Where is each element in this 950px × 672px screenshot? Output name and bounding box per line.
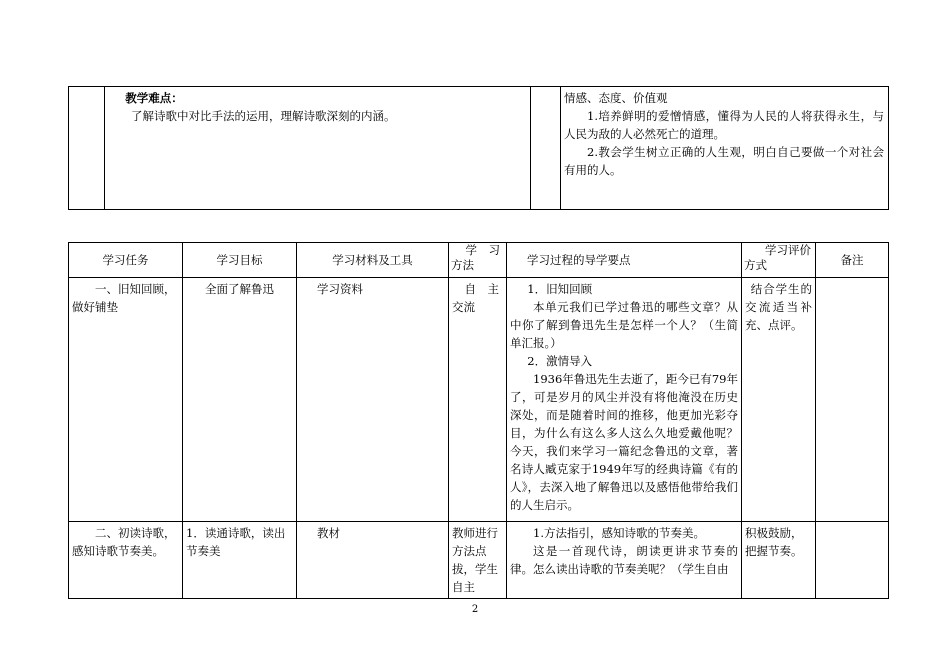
- row1-material: [297, 278, 449, 522]
- top-table: [68, 86, 889, 210]
- table-row: [69, 278, 889, 522]
- row1-process-item: 2．激情导入: [527, 354, 593, 368]
- row1-method-top: 自 主: [464, 282, 499, 296]
- row1-process: [507, 278, 742, 522]
- main-table: [68, 242, 889, 599]
- row2-method: 教师进行方法点拔，学生自主: [449, 522, 507, 599]
- row1-method: [449, 278, 507, 522]
- top-left-blank-cell: [69, 87, 105, 210]
- row1-process-item: 1936年鲁迅先生去逝了，距今已有79年了，可是岁月的风尘并没有将他淹没在历史深处，而是随着时间的推移，他更加光彩夺目，为什么有这么多人这么久地爱戴他呢？今天，我们来学习一篇纪念鲁迅的文章，著名诗人臧克家于1949年写的经典诗篇《有的人》，去深入地了解鲁迅以及感悟他带给我们的人生启示。: [510, 372, 738, 512]
- difficulty-cell: [105, 87, 531, 210]
- difficulty-title: 教学难点：: [125, 91, 183, 105]
- header-row: [69, 243, 889, 278]
- goal-1: 1.培养鲜明的爱憎情感，懂得为人民的人将获得永生，与人民为敌的人必然死亡的道理。: [564, 109, 884, 141]
- row1-method-bottom: 交流: [452, 300, 475, 314]
- row1-material-text: 学习资料: [317, 282, 363, 296]
- row2-process-item: 1.方法指引，感知诗歌的节奏美。: [533, 526, 705, 540]
- row2-process: [507, 522, 742, 599]
- row1-eval-text: 结合学生的交流适当补充、点评。: [745, 282, 812, 332]
- goal-2: 2.教会学生树立正确的人生观，明白自己要做一个对社会有用的人。: [564, 145, 884, 177]
- header-task: 学习任务: [69, 243, 183, 278]
- goals-title: 情感、态度、价值观: [564, 91, 668, 105]
- page-number: 2: [471, 604, 479, 615]
- row2-goal: 1．读通诗歌，读出节奏美: [183, 522, 297, 599]
- row1-task: 一、旧知回顾，做好铺垫: [69, 278, 183, 522]
- row2-eval: 积极鼓励，把握节奏。: [742, 522, 816, 599]
- row1-note: [816, 278, 889, 522]
- row2-task: 二、初读诗歌，感知诗歌节奏美。: [69, 522, 183, 599]
- header-eval-bottom: 方式: [744, 258, 767, 272]
- header-process: 学习过程的导学要点: [507, 243, 742, 278]
- header-goal: 学习目标: [183, 243, 297, 278]
- row2-material-text: 教材: [317, 526, 340, 540]
- header-material: 学习材料及工具: [297, 243, 449, 278]
- row1-goal: 全面了解鲁迅: [183, 278, 297, 522]
- header-method-bottom: 方法: [451, 258, 474, 272]
- header-note: 备注: [816, 243, 889, 278]
- header-eval: [742, 243, 816, 278]
- header-eval-top: 学习评价: [765, 243, 811, 257]
- row2-note: [816, 522, 889, 599]
- goals-cell: [561, 87, 889, 210]
- row2-process-item: 这是一首现代诗，朗读更讲求节奏的律。怎么读出诗歌的节奏美呢？（学生自由: [510, 544, 738, 576]
- row1-process-item: 1．旧知回顾: [527, 282, 593, 296]
- difficulty-text: 了解诗歌中对比手法的运用，理解诗歌深刻的内涵。: [131, 109, 396, 123]
- top-mid-blank-cell: [531, 87, 561, 210]
- header-method: [449, 243, 507, 278]
- row1-eval: [742, 278, 816, 522]
- row1-process-item: 本单元我们已学过鲁迅的哪些文章？从中你了解到鲁迅先生是怎样一个人？（生简单汇报。）: [510, 300, 738, 350]
- row2-material: [297, 522, 449, 599]
- table-row: [69, 522, 889, 599]
- header-method-top: 学 习: [465, 243, 500, 257]
